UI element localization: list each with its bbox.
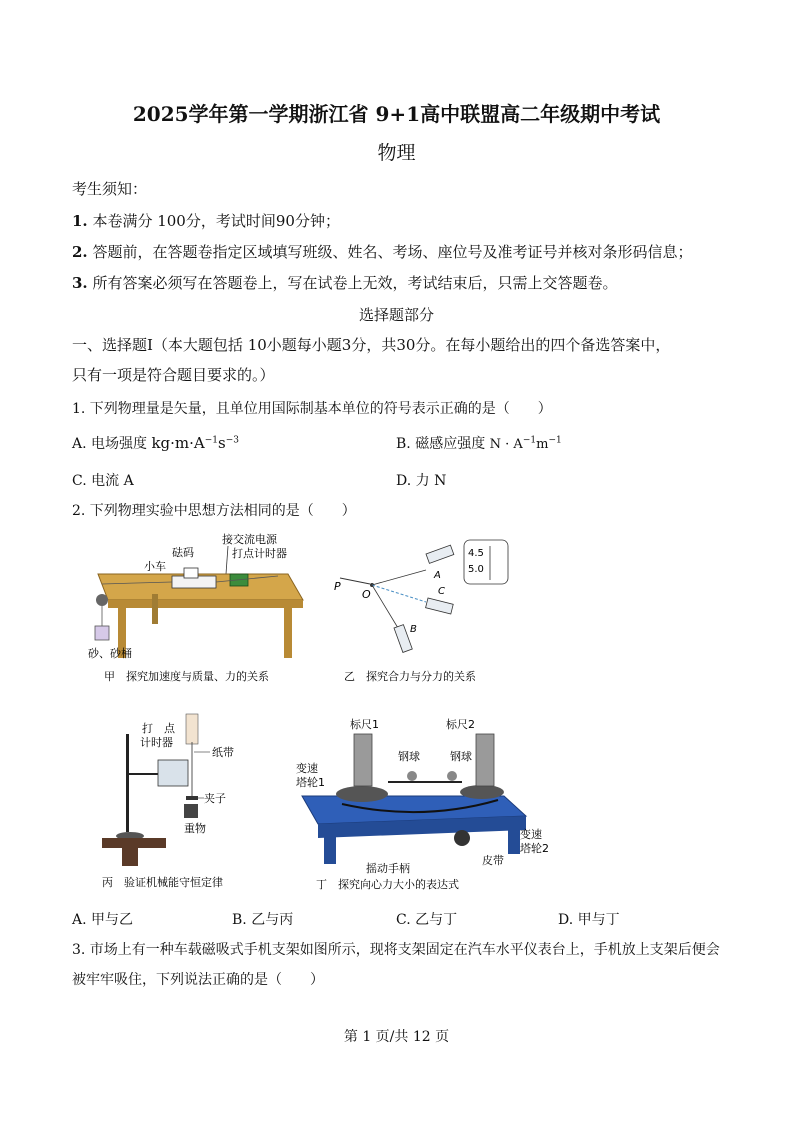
notice-item-num: 3.	[72, 274, 88, 292]
caption-bing: 丙 验证机械能守恒定律	[102, 876, 223, 889]
label-ruler1: 标尺1	[350, 718, 379, 731]
option-unit: kg·m·A	[151, 434, 205, 452]
label-p: P	[334, 580, 341, 593]
table-leg	[152, 594, 158, 624]
page-number: 第 1 页/共 12 页	[343, 1029, 450, 1045]
label-b: B	[410, 624, 417, 635]
figure-jia	[88, 530, 328, 690]
string-p	[340, 578, 370, 584]
option-label: C.	[72, 473, 87, 489]
power-leader	[226, 546, 228, 574]
option-label: B.	[396, 436, 411, 452]
scale-bottom: 5.0	[468, 564, 484, 575]
apparatus-leg	[508, 828, 520, 854]
mass	[184, 804, 198, 818]
table-leg	[284, 608, 292, 658]
label-timer-2: 计时器	[140, 736, 173, 749]
label-pulley2a: 变速	[520, 828, 542, 841]
label-belt: 皮带	[482, 854, 504, 867]
option-text: 电流 A	[91, 473, 134, 489]
figure-bing	[96, 712, 276, 894]
option-label: A.	[72, 436, 87, 452]
option-exponent: −1	[548, 435, 562, 446]
label-pulley1b: 塔轮1	[296, 776, 325, 789]
notice-item-1	[72, 210, 340, 231]
tower-pulley-1	[336, 786, 388, 802]
option-exponent: −1	[204, 435, 219, 446]
figure-yi	[330, 532, 530, 692]
q1-option-c	[72, 470, 134, 490]
label-weight: 砝码	[172, 546, 194, 559]
notice-item-3	[72, 272, 617, 293]
option-unit-m: m	[536, 437, 549, 452]
option-label: A.	[72, 912, 87, 928]
label-ruler2: 标尺2	[446, 718, 475, 731]
label-handle: 摇动手柄	[366, 862, 410, 875]
exam-subject: 物理	[377, 142, 416, 164]
label-clip: 夹子	[204, 792, 226, 805]
notice-item-text: 本卷满分 100分，考试时间90分钟；	[92, 212, 340, 230]
option-label: D.	[396, 473, 412, 489]
label-c: C	[438, 586, 445, 597]
option-text: 甲与丁	[577, 912, 620, 928]
q3-stem-line1: 3. 市场上有一种车载磁吸式手机支架如图所示，现将支架固定在汽车水平仪表台上，手机放上支架后便会	[72, 942, 720, 958]
weight-block	[184, 568, 198, 578]
label-pulley1a: 变速	[296, 762, 318, 775]
option-unit-s: s	[218, 434, 226, 452]
notice-item-text: 答题前，在答题卷指定区域填写班级、姓名、考场、座位号及准考证号并核对条形码信息；	[92, 243, 693, 261]
exam-title: 2025学年第一学期浙江省 9+1高中联盟高二年级期中考试	[132, 102, 661, 126]
string-b	[372, 585, 398, 628]
clip	[186, 796, 198, 800]
section-instruction-1: 一、选择题Ⅰ（本大题包括 10小题每小题3分，共30分。在每小题给出的四个备选答案中，	[72, 336, 671, 354]
table-edge	[108, 600, 303, 608]
section-title: 选择题部分	[358, 306, 434, 324]
option-text: 电场强度	[91, 436, 148, 452]
tower-pulley-2	[460, 785, 504, 799]
ball-steel	[407, 771, 417, 781]
stand-foot	[122, 848, 138, 866]
scale-top: 4.5	[468, 548, 484, 559]
option-text: 甲与乙	[91, 912, 134, 928]
notice-heading: 考生须知：	[72, 180, 148, 198]
q2-option-c	[396, 909, 457, 929]
figure-ding	[292, 712, 564, 894]
option-label: B.	[232, 912, 247, 928]
option-exponent: −3	[225, 435, 240, 446]
option-text: 力 N	[415, 473, 447, 489]
q2-option-b	[232, 909, 293, 929]
label-timer: 打点计时器	[232, 547, 287, 560]
pulley	[96, 594, 108, 606]
label-cart: 小车	[144, 560, 166, 573]
hand	[186, 714, 198, 744]
handle	[454, 830, 470, 846]
option-text: 乙与丁	[415, 912, 458, 928]
label-sand: 砂、砂桶	[88, 647, 132, 660]
sand-bucket	[95, 626, 109, 640]
stand-base	[102, 838, 166, 848]
q2-stem: 2. 下列物理实验中思想方法相同的是（ ）	[72, 503, 356, 519]
option-text: 磁感应强度	[415, 436, 486, 452]
label-pulley2b: 塔轮2	[520, 842, 549, 855]
ruler-column-1	[354, 734, 372, 786]
string-a	[372, 570, 426, 585]
spring-scale-c	[426, 598, 454, 614]
stand-rod	[126, 734, 129, 832]
label-timer-1: 打 点	[142, 722, 175, 735]
label-power: 接交流电源	[222, 533, 277, 546]
scale-readout	[464, 540, 508, 584]
q3-stem-line2: 被牢牢吸住，下列说法正确的是（ ）	[72, 972, 324, 988]
caption-yi: 乙 探究合力与分力的关系	[344, 670, 476, 683]
option-unit: N · A	[489, 437, 523, 452]
caption-jia: 甲 探究加速度与质量、力的关系	[104, 670, 269, 683]
label-ball-aluminum: 钢球	[450, 750, 472, 763]
timer-body	[158, 760, 188, 786]
q1-option-a	[72, 433, 239, 453]
label-tape: 纸带	[212, 746, 234, 759]
ball-aluminum	[447, 771, 457, 781]
option-exponent: −1	[522, 435, 537, 446]
caption-ding: 丁 探究向心力大小的表达式	[316, 878, 459, 891]
option-text: 乙与丙	[251, 912, 294, 928]
notice-item-text: 所有答案必须写在答题卷上，写在试卷上无效，考试结束后，只需上交答题卷。	[92, 274, 618, 292]
option-label: D.	[558, 912, 574, 928]
label-mass: 重物	[184, 822, 206, 835]
q2-option-a	[72, 909, 133, 929]
notice-item-num: 1.	[72, 212, 88, 230]
q2-option-d	[558, 909, 620, 929]
spring-scale-a	[426, 545, 454, 563]
q1-stem: 1. 下列物理量是矢量，且单位用国际制基本单位的符号表示正确的是（ ）	[72, 401, 552, 417]
label-ball-steel: 钢球	[398, 750, 420, 763]
notice-item-2	[72, 241, 692, 262]
option-label: C.	[396, 912, 411, 928]
string-c	[372, 585, 426, 602]
apparatus-leg	[324, 836, 336, 864]
q1-option-b	[396, 433, 562, 453]
label-a: A	[434, 570, 441, 581]
notice-item-num: 2.	[72, 243, 88, 261]
label-o: O	[362, 588, 371, 601]
q1-option-d	[396, 470, 446, 490]
ruler-column-2	[476, 734, 494, 786]
section-instruction-2: 只有一项是符合题目要求的。）	[72, 366, 275, 384]
